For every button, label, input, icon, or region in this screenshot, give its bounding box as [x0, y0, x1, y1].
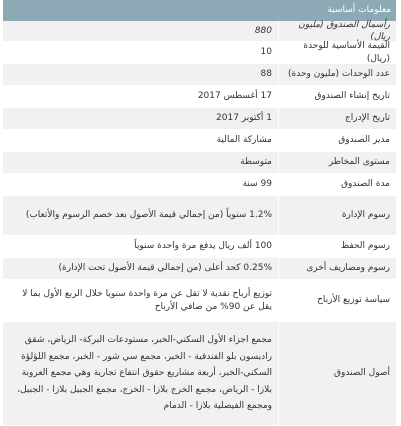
table-row-management-fees	[3, 196, 396, 236]
row-label: تاريخ الإدراج	[344, 113, 390, 124]
row-label: عدد الوحدات (مليون وحدة)	[288, 69, 390, 80]
row-label: مدير الصندوق	[338, 135, 390, 146]
row-value: 0.25% كحد أعلى (من إجمالي قيمة الأصول تحت الإدارة)	[3, 258, 279, 279]
row-label: رأسمال الصندوق (مليون ريال)	[298, 19, 390, 42]
table-row-fund-capital	[3, 21, 396, 42]
table-row-fund-manager	[3, 130, 396, 152]
table-header-title: معلومات أساسية	[327, 5, 391, 15]
row-value: 99 سنة	[3, 174, 279, 195]
table-header	[3, 0, 396, 21]
row-label: رسوم ومصاريف أخرى	[306, 263, 390, 274]
table-row-fund-term	[3, 174, 396, 196]
row-label: رسوم الحفظ	[340, 241, 390, 252]
table-row-unit-count	[3, 64, 396, 86]
row-label: مستوى المخاطر	[328, 157, 390, 168]
row-label: أصول الصندوق	[333, 368, 390, 379]
row-value: 1.2% سنوياً (من إجمالي قيمة الأصول بعد خصم الرسوم والأتعاب)	[3, 196, 279, 235]
table-row-custody-fees	[3, 236, 396, 258]
row-label: سياسة توزيع الأرباح	[317, 295, 390, 306]
table-row-other-fees	[3, 258, 396, 280]
row-value: مجمع اجزاء الأول السكني-الخبر، مستودعات البركة- الرياض، شقق راديسون بلو الفندقية - الخبر، مجمع سي شور - الخبر، مجمع اللؤلؤة السكني-الخبر، أربعة مشاريع حقوق انتفاع تجارية وهي مجمع العروبة بلازا - الرياض، مجمع الخرج بلازا - الخرج، مجمع الجبيل بلازا - الجبيل، ومجمع الفيصلية بلازا - الدمام	[3, 322, 279, 425]
row-value: 88	[3, 64, 279, 85]
row-label: مدة الصندوق	[341, 179, 390, 190]
table-row-unit-base-value	[3, 42, 396, 64]
row-value: 1 أكتوبر 2017	[3, 108, 279, 129]
table-row-listing-date	[3, 108, 396, 130]
row-value: مشاركة المالية	[3, 130, 279, 151]
basic-info-table	[3, 0, 396, 426]
row-value: 17 أغسطس 2017	[3, 86, 279, 107]
row-label: تاريخ إنشاء الصندوق	[314, 91, 390, 102]
table-row-fund-assets	[3, 322, 396, 426]
row-label: القيمة الأساسية للوحدة (ريال)	[303, 41, 390, 64]
row-value: 880	[3, 21, 279, 41]
row-value: متوسطة	[3, 152, 279, 173]
row-value: 100 ألف ريال يدفع مرة واحدة سنوياً	[3, 236, 279, 257]
row-value: 10	[3, 42, 279, 63]
row-value: توزيع أرباح نقدية لا تقل عن مرة واحدة سنويا خلال الربع الأول بما لا يقل عن 90% من صافي الأرباح	[3, 280, 279, 321]
table-row-risk-level	[3, 152, 396, 174]
table-row-inception-date	[3, 86, 396, 108]
table-row-dividend-policy	[3, 280, 396, 322]
row-label: رسوم الإدارة	[341, 210, 390, 221]
